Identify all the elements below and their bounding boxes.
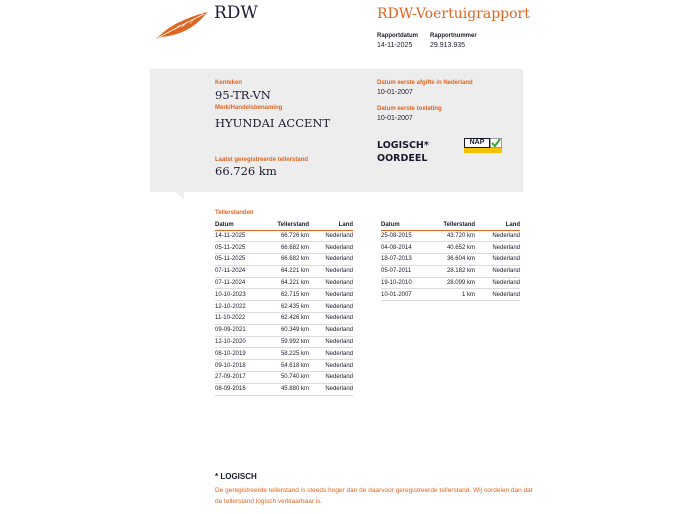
date-cell: 19-10-2010: [381, 277, 433, 289]
table-header-row: [381, 221, 520, 230]
country-cell: Nederland: [309, 324, 353, 336]
reading-cell: 40.652 km: [433, 242, 475, 254]
date-cell: 07-11-2024: [215, 265, 267, 277]
reading-cell: 54.618 km: [267, 360, 309, 372]
table-row: [381, 254, 520, 266]
country-cell: Nederland: [309, 313, 353, 325]
country-cell: Nederland: [309, 230, 353, 242]
date-cell: 27-09-2017: [215, 372, 267, 384]
table-row: [215, 313, 353, 325]
date-cell: 09-09-2021: [215, 324, 267, 336]
nap-bar: [464, 148, 502, 153]
date-cell: 07-11-2024: [215, 277, 267, 289]
date-cell: 14-11-2025: [215, 230, 267, 242]
date-cell: 05-11-2025: [215, 254, 267, 266]
report-date-value: 14-11-2025: [377, 42, 413, 49]
date-cell: 08-10-2019: [215, 348, 267, 360]
country-cell: Nederland: [309, 242, 353, 254]
table-row: [215, 324, 353, 336]
country-cell: Nederland: [309, 348, 353, 360]
nap-logo: [464, 138, 502, 153]
reading-cell: 66.726 km: [267, 230, 309, 242]
reading-cell: 62.426 km: [267, 313, 309, 325]
reading-cell: 43.720 km: [433, 230, 475, 242]
country-cell: Nederland: [475, 254, 520, 266]
make-value: HYUNDAI ACCENT: [215, 116, 331, 130]
report-number-label: Rapportnummer: [430, 33, 477, 39]
panel-notch: [176, 192, 184, 200]
country-cell: Nederland: [475, 242, 520, 254]
date-cell: 05-11-2025: [215, 242, 267, 254]
reading-cell: 62.715 km: [267, 289, 309, 301]
table-row: [215, 242, 353, 254]
odometer-table-left: [215, 221, 353, 396]
reading-cell: 45.880 km: [267, 383, 309, 395]
table-row: [381, 265, 520, 277]
date-cell: 12-10-2022: [215, 301, 267, 313]
odometer-section-title: Tellerstanden: [215, 210, 254, 216]
date-cell: 18-07-2013: [381, 254, 433, 266]
reading-cell: 62.435 km: [267, 301, 309, 313]
table-row: [215, 301, 353, 313]
date-cell: 12-10-2020: [215, 336, 267, 348]
table-row: [381, 230, 520, 242]
first-nl-date-label: Datum eerste afgifte in Nederland: [377, 80, 473, 86]
table-row: [215, 289, 353, 301]
reading-cell: 60.349 km: [267, 324, 309, 336]
table-header-row: [215, 221, 353, 230]
vehicle-summary-panel: [150, 69, 523, 192]
date-cell: 10-01-2007: [381, 289, 433, 301]
country-cell: Nederland: [309, 254, 353, 266]
table-row: [215, 254, 353, 266]
country-cell: Nederland: [309, 277, 353, 289]
header-date: Datum: [215, 221, 267, 230]
table-row: [215, 383, 353, 395]
reading-cell: 1 km: [433, 289, 475, 301]
feather-icon: [154, 11, 208, 41]
country-cell: Nederland: [309, 289, 353, 301]
reading-cell: 64.221 km: [267, 265, 309, 277]
header-country: Land: [475, 221, 520, 230]
table-row: [215, 230, 353, 242]
table-row: [381, 289, 520, 301]
reading-cell: 58.225 km: [267, 348, 309, 360]
date-cell: 09-10-2018: [215, 360, 267, 372]
country-cell: Nederland: [309, 372, 353, 384]
table-row: [215, 360, 353, 372]
header-reading: Tellerstand: [433, 221, 475, 230]
reading-cell: 50.740 km: [267, 372, 309, 384]
country-cell: Nederland: [309, 301, 353, 313]
table-row: [381, 277, 520, 289]
country-cell: Nederland: [475, 265, 520, 277]
date-cell: 25-08-2015: [381, 230, 433, 242]
table-row: [215, 372, 353, 384]
footnote-title: * LOGISCH: [215, 472, 257, 481]
first-admission-value: 10-01-2007: [377, 115, 413, 122]
country-cell: Nederland: [475, 230, 520, 242]
country-cell: Nederland: [475, 289, 520, 301]
country-cell: Nederland: [309, 360, 353, 372]
odometer-table-right: [381, 221, 520, 301]
header-reading: Tellerstand: [267, 221, 309, 230]
last-odometer-value: 66.726 km: [215, 164, 277, 178]
footnote-text: De geregistreerde tellerstand is steeds hoger dan de daarvoor geregistreerde tellerstand. Wij oordelen dan dat de tellerstand logisch verklaarbaar is.: [215, 487, 533, 505]
report-title: RDW-Voertuigrapport: [377, 6, 530, 22]
date-cell: 11-10-2022: [215, 313, 267, 325]
reading-cell: 36.604 km: [433, 254, 475, 266]
date-cell: 04-08-2014: [381, 242, 433, 254]
reading-cell: 66.682 km: [267, 242, 309, 254]
nap-label: NAP: [464, 138, 490, 148]
header-country: Land: [309, 221, 353, 230]
country-cell: Nederland: [475, 277, 520, 289]
first-nl-date-value: 10-01-2007: [377, 89, 413, 96]
report-date-label: Rapportdatum: [377, 33, 418, 39]
reading-cell: 66.682 km: [267, 254, 309, 266]
plate-value: 95-TR-VN: [215, 88, 271, 102]
verdict-text: LOGISCH* OORDEEL: [377, 140, 429, 164]
make-label: Merk/Handelsbenaming: [215, 105, 283, 111]
date-cell: 08-09-2016: [215, 383, 267, 395]
country-cell: Nederland: [309, 265, 353, 277]
report-number-value: 29.913.935: [430, 42, 466, 49]
plate-label: Kenteken: [215, 80, 243, 86]
checkmark-icon: [490, 138, 502, 148]
reading-cell: 28.099 km: [433, 277, 475, 289]
first-admission-label: Datum eerste toelating: [377, 106, 442, 112]
date-cell: 10-10-2023: [215, 289, 267, 301]
header-date: Datum: [381, 221, 433, 230]
reading-cell: 64.221 km: [267, 277, 309, 289]
date-cell: 05-07-2011: [381, 265, 433, 277]
table-row: [215, 336, 353, 348]
reading-cell: 28.182 km: [433, 265, 475, 277]
country-cell: Nederland: [309, 336, 353, 348]
table-row: [381, 242, 520, 254]
table-row: [215, 265, 353, 277]
last-odometer-label: Laatst geregistreerde tellerstand: [215, 157, 309, 163]
reading-cell: 59.992 km: [267, 336, 309, 348]
country-cell: Nederland: [309, 383, 353, 395]
table-row: [215, 277, 353, 289]
brand-name: RDW: [214, 3, 258, 23]
table-row: [215, 348, 353, 360]
